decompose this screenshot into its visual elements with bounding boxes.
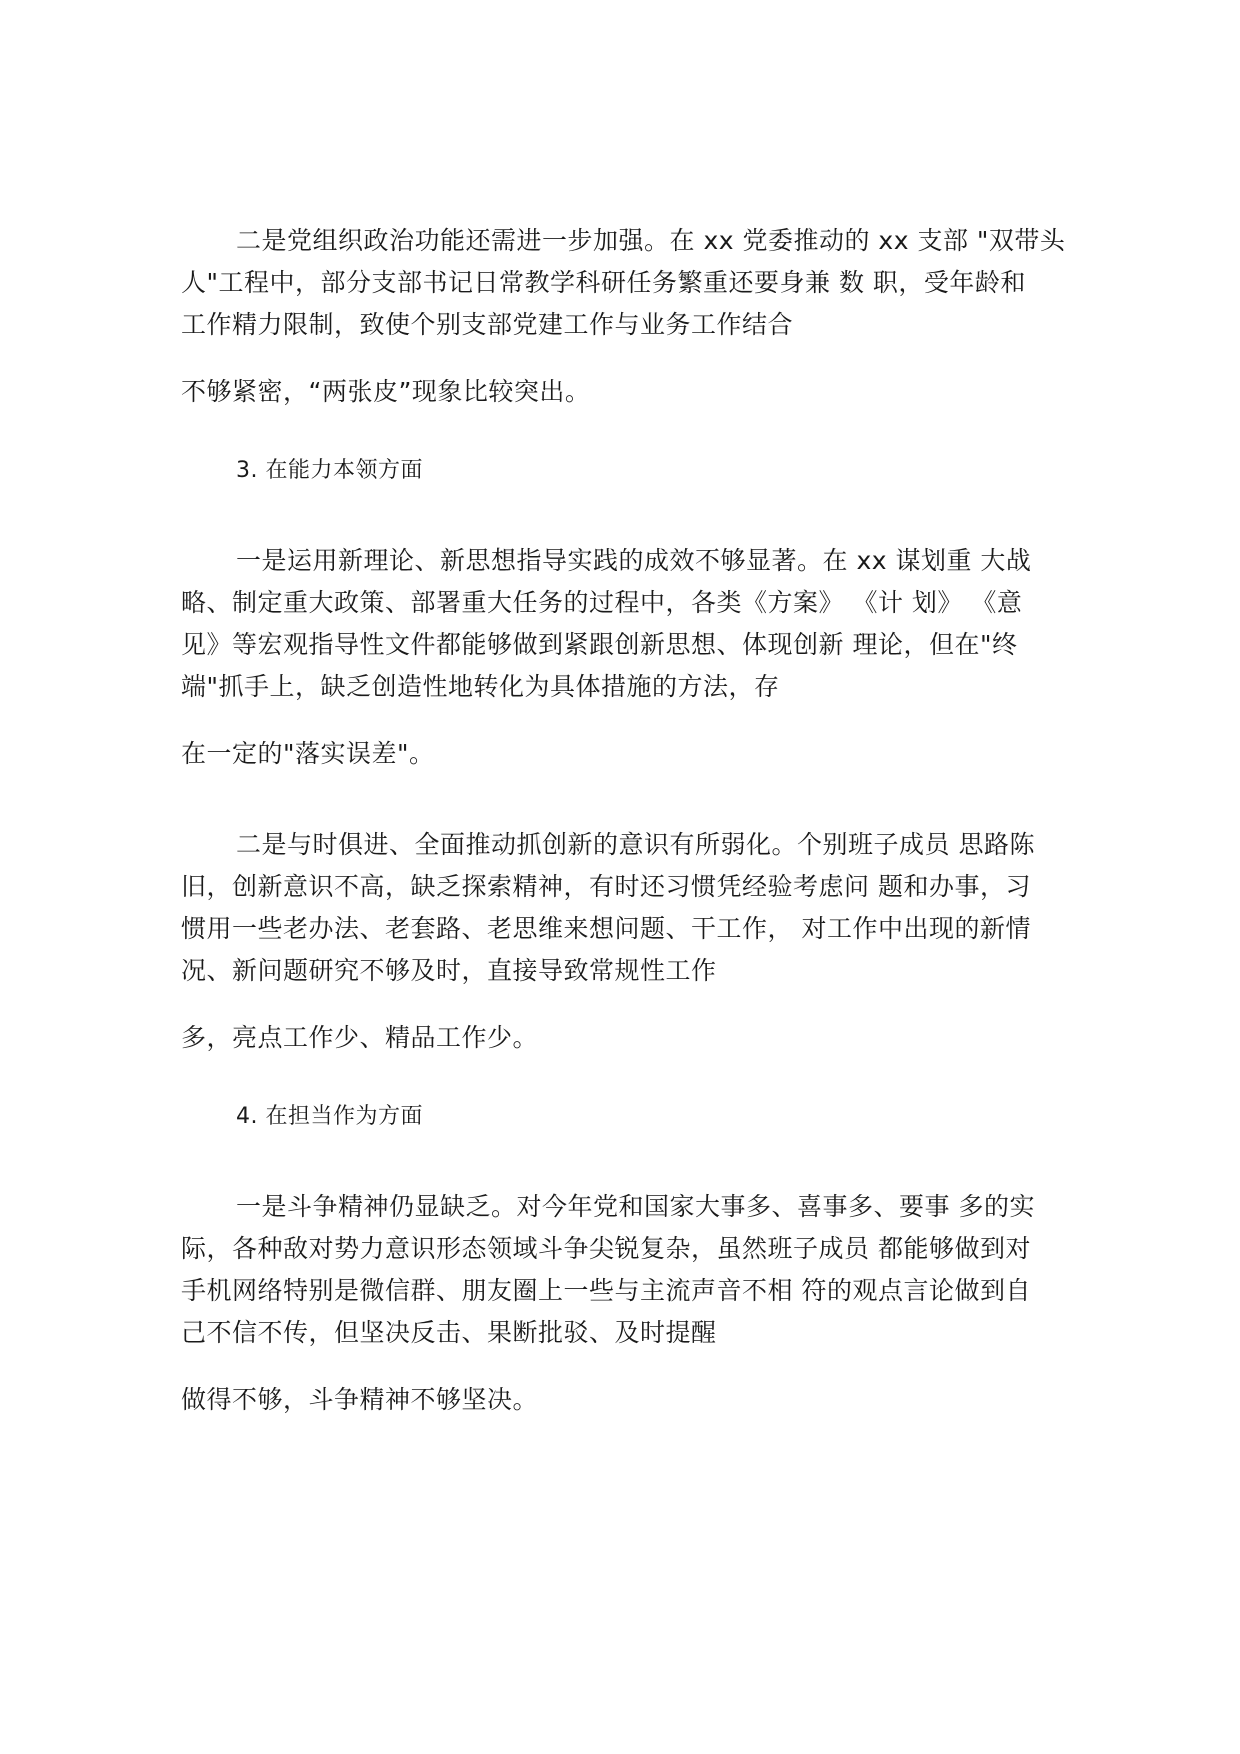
section-heading: 3. 在能力本领方面 bbox=[236, 458, 423, 483]
paragraph-line: 在一定的"落实误差"。 bbox=[181, 739, 435, 768]
paragraph-line: 工作精力限制，致使个别支部党建工作与业务工作结合 bbox=[181, 310, 794, 339]
paragraph-line: 做得不够，斗争精神不够坚决。 bbox=[181, 1385, 539, 1414]
paragraph-line: 手机网络特别是微信群、朋友圈上一些与主流声音不相 符的观点言论做到自 bbox=[181, 1276, 1031, 1305]
paragraph-line: 一是斗争精神仍显缺乏。对今年党和国家大事多、喜事多、要事 多的实 bbox=[236, 1192, 1035, 1221]
paragraph-line: 际，各种敌对势力意识形态领域斗争尖锐复杂，虽然班子成员 都能够做到对 bbox=[181, 1234, 1031, 1263]
paragraph-line: 况、新问题研究不够及时，直接导致常规性工作 bbox=[181, 956, 717, 985]
paragraph-line: 见》等宏观指导性文件都能够做到紧跟创新思想、体现创新 理论，但在"终 bbox=[181, 630, 1018, 659]
paragraph-line: 人"工程中，部分支部书记日常教学科研任务繁重还要身兼 数 职，受年龄和 bbox=[181, 268, 1026, 297]
paragraph-line: 多，亮点工作少、精品工作少。 bbox=[181, 1023, 539, 1052]
section-heading: 4. 在担当作为方面 bbox=[236, 1104, 423, 1129]
paragraph-line: 不够紧密，“两张皮”现象比较突出。 bbox=[181, 377, 591, 406]
paragraph-line: 己不信不传，但坚决反击、果断批驳、及时提醒 bbox=[181, 1318, 717, 1347]
paragraph-line: 惯用一些老办法、老套路、老思维来想问题、干工作， 对工作中出现的新情 bbox=[181, 914, 1031, 943]
paragraph-line: 一是运用新理论、新思想指导实践的成效不够显著。在 xx 谋划重 大战 bbox=[236, 546, 1032, 575]
paragraph-line: 端"抓手上，缺乏创造性地转化为具体措施的方法，存 bbox=[181, 672, 780, 701]
paragraph-line: 略、制定重大政策、部署重大任务的过程中，各类《方案》 《计 划》 《意 bbox=[181, 588, 1023, 617]
paragraph-line: 旧，创新意识不高，缺乏探索精神，有时还习惯凭经验考虑问 题和办事，习 bbox=[181, 872, 1031, 901]
paragraph-line: 二是与时俱进、全面推动抓创新的意识有所弱化。个别班子成员 思路陈 bbox=[236, 830, 1035, 859]
paragraph-line: 二是党组织政治功能还需进一步加强。在 xx 党委推动的 xx 支部 "双带头 bbox=[236, 226, 1066, 255]
